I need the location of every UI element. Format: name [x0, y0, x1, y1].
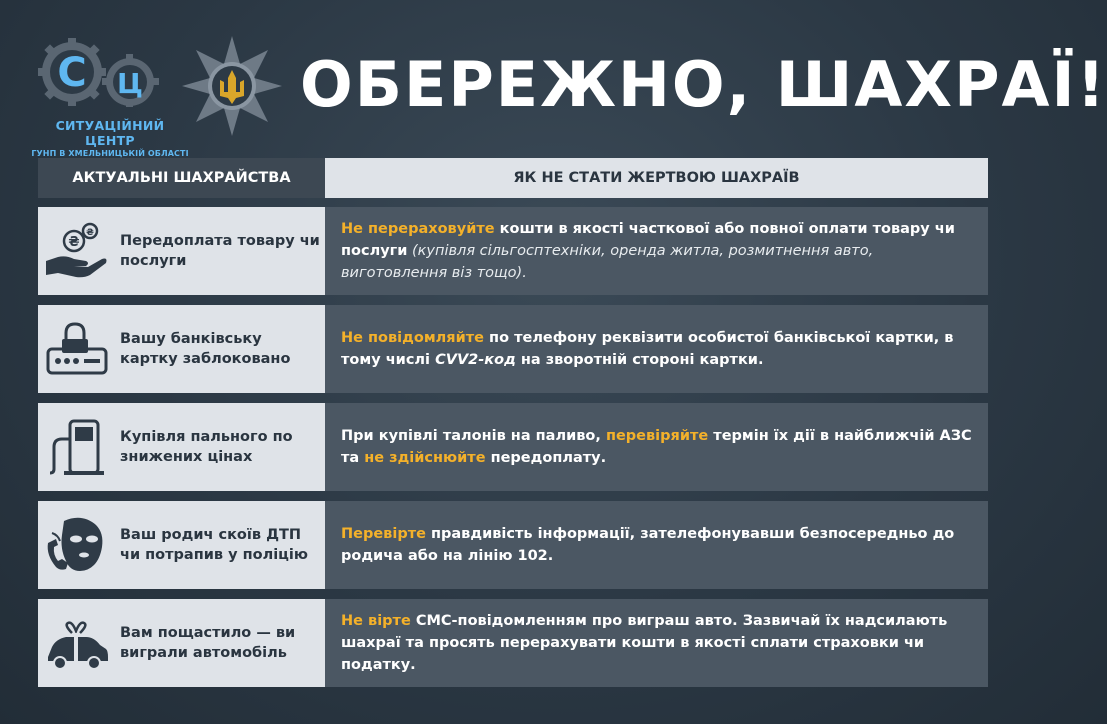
advice-text: по телефону реквізити особистої банківської картки, в тому числі — [341, 330, 954, 368]
advice-cell — [325, 403, 988, 491]
scam-label: Ваш родич скоїв ДТП чи потрапив у поліцію — [120, 527, 308, 563]
svg-text:₴: ₴ — [86, 228, 94, 238]
table-row — [38, 403, 988, 491]
gift-car-icon — [44, 613, 110, 673]
fuel-pump-icon — [44, 417, 110, 477]
scam-cell — [38, 501, 325, 589]
advice-code: CVV2-код — [435, 352, 516, 368]
advice-highlight: Перевірте — [341, 526, 426, 542]
police-badge-icon — [180, 34, 284, 138]
advice-highlight: Не перераховуйте — [341, 221, 495, 237]
scam-label: Вам пощастило — ви виграли автомобіль — [120, 625, 296, 661]
advice-cell — [325, 207, 988, 295]
advice-highlight: Не повідомляйте — [341, 330, 484, 346]
advice-text-3: передоплату. — [485, 450, 607, 466]
advice-cell — [325, 599, 988, 687]
logo-letter-ts: Ц — [117, 67, 143, 100]
table-row — [38, 599, 988, 687]
scam-label: Купівля пального по знижених цінах — [120, 429, 293, 465]
advice-cell — [325, 305, 988, 393]
scam-label: Передоплата товару чи послуги — [120, 233, 320, 269]
logo-line-1: СИТУАЦІЙНИЙ ЦЕНТР — [55, 118, 165, 148]
logo-letter-c: С — [57, 50, 87, 96]
scam-cell — [38, 305, 325, 393]
advice-highlight-2: не здійснюйте — [364, 450, 486, 466]
advice-cell — [325, 501, 988, 589]
column-header-advice: ЯК НЕ СТАТИ ЖЕРТВОЮ ШАХРАЇВ — [325, 158, 988, 198]
table-row — [38, 207, 988, 295]
masked-caller-icon — [44, 515, 110, 575]
table-row — [38, 501, 988, 589]
bank-card-lock-icon — [44, 319, 110, 379]
situation-center-logo — [38, 38, 164, 108]
advice-highlight: Не вірте — [341, 613, 411, 629]
advice-text: кошти в якості часткової або повної оплати товару чи послуги — [341, 221, 955, 259]
advice-text-2: термін їх дії в найближчій АЗС та — [341, 428, 972, 466]
scam-cell — [38, 207, 325, 295]
scam-cell — [38, 599, 325, 687]
scam-cell — [38, 403, 325, 491]
advice-highlight: перевіряйте — [605, 428, 709, 444]
svg-text:₴: ₴ — [68, 235, 80, 250]
hand-money-icon — [44, 221, 110, 281]
table-row — [38, 305, 988, 393]
logo-line-2: ГУНП В ХМЕЛЬНИЦЬКІЙ ОБЛАСТІ — [31, 149, 189, 158]
page-title: ОБЕРЕЖНО, ШАХРАЇ! — [300, 48, 1107, 121]
advice-text: При купівлі талонів на паливо, — [341, 428, 606, 444]
scam-label: Вашу банківську картку заблоковано — [120, 331, 291, 367]
column-header-scams: АКТУАЛЬНІ ШАХРАЙСТВА — [38, 158, 325, 198]
advice-note: (купівля сільгосптехніки, оренда житла, розмитнення авто, виготовлення віз тощо). — [341, 243, 874, 281]
advice-text: СМС-повідомленням про виграш авто. Зазвичай їх надсилають шахраї та просять перерахувати кошти в якості сплати страховки чи податку. — [341, 613, 948, 673]
logo-caption — [30, 118, 190, 158]
advice-text: правдивість інформації, зателефонувавши безпосередньо до родича або на лінію 102. — [341, 526, 955, 564]
advice-text-end: на зворотній стороні картки. — [515, 352, 764, 368]
